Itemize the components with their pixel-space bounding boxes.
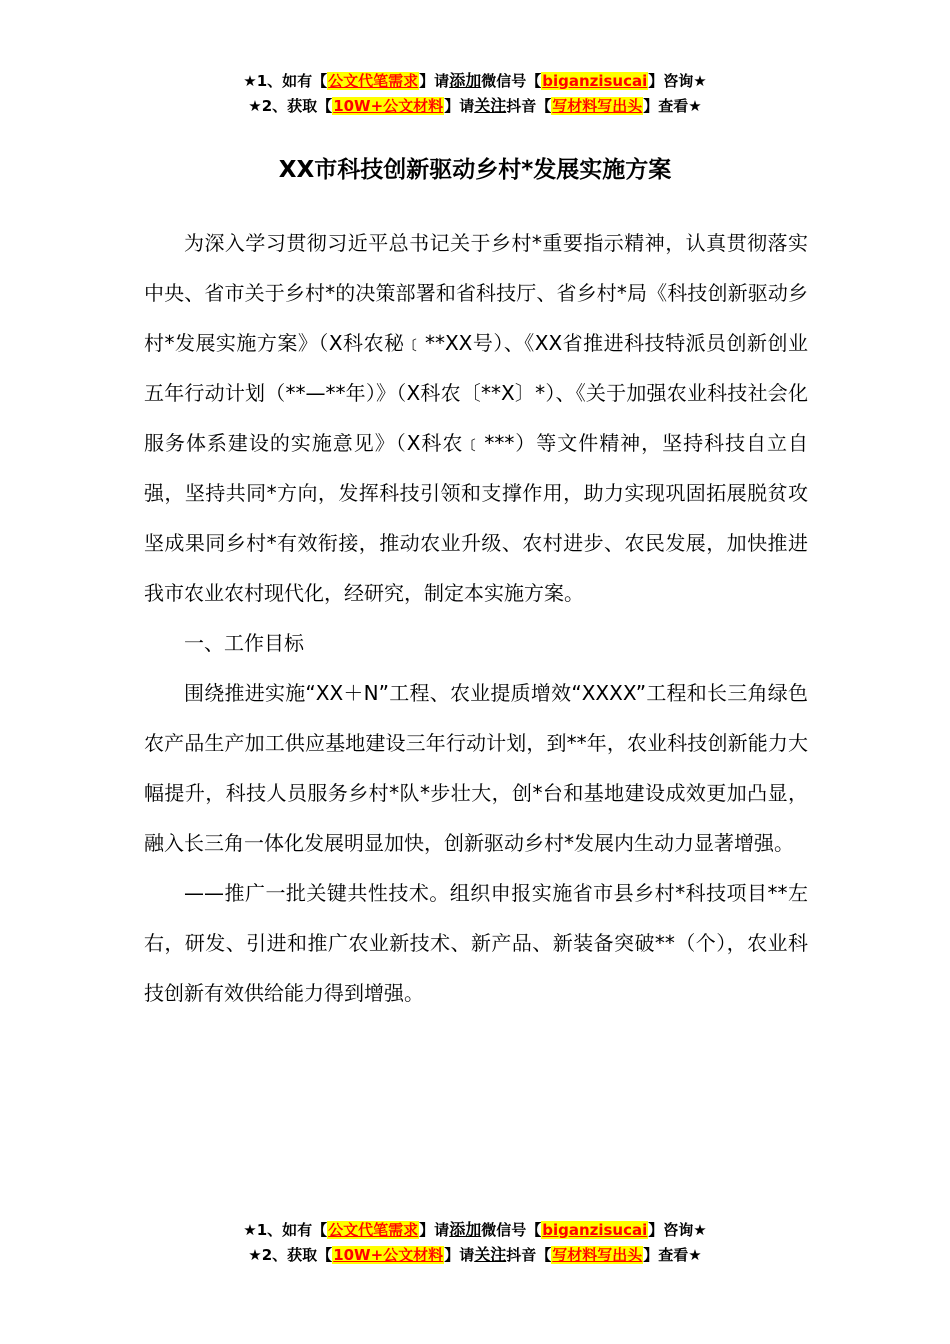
banner-text: 抖音【: [506, 97, 552, 115]
banner-emphasis: 关注: [474, 1245, 507, 1264]
banner-line-1: [0, 1217, 950, 1242]
banner-text: ★2、获取【: [248, 97, 333, 115]
banner-text: 抖音【: [506, 1246, 552, 1264]
paragraph-intro: 为深入学习贯彻习近平总书记关于乡村*重要指示精神，认真贯彻落实中央、省市关于乡村*的决策部署和省科技厅、省乡村*局《科技创新驱动乡村*发展实施方案》（X科农秘﹝**XX号）、《XX省推进科技特派员创新创业五年行动计划（**—**年）》（X科农〔**X〕*）、《关于加强农业科技社会化服务体系建设的实施意见》（X科农﹝***）等文件精神，坚持科技自立自强，坚持共同*方向，发挥科技引领和支撑作用，助力实现巩固拓展脱贫攻坚成果同乡村*有效衔接，推动农业升级、农村进步、农民发展，加快推进我市农业农村现代化，经研究，制定本实施方案。: [144, 231, 808, 605]
banner-text: 微信号【: [481, 1221, 542, 1239]
highlight-douyin: 写材料写出头: [552, 97, 643, 115]
banner-line-1: [0, 68, 950, 93]
highlight-wechat-id: biganzisucai: [542, 72, 648, 90]
banner-text: 】咨询★: [648, 72, 707, 90]
banner-line-2: [0, 93, 950, 118]
highlight-wechat-id: biganzisucai: [542, 1221, 648, 1239]
banner-line-2: [0, 1242, 950, 1267]
banner-text: 】请: [444, 97, 475, 115]
section-heading: 一、工作目标: [184, 631, 304, 655]
highlight-materials: 10W+公文材料: [333, 1246, 444, 1264]
banner-text: 微信号【: [481, 72, 542, 90]
banner-text: 】查看★: [643, 97, 702, 115]
banner-text: ★1、如有【: [243, 1221, 328, 1239]
document-body: [144, 218, 808, 1018]
banner-text: 】咨询★: [648, 1221, 707, 1239]
document-title: XX市科技创新驱动乡村*发展实施方案: [278, 157, 672, 183]
bottom-banner: [0, 1217, 950, 1267]
banner-text: 】查看★: [643, 1246, 702, 1264]
banner-text: ★1、如有【: [243, 72, 328, 90]
paragraph-goals: 围绕推进实施“XX＋N”工程、农业提质增效“XXXX”工程和长三角绿色农产品生产加工供应基地建设三年行动计划，到**年，农业科技创新能力大幅提升，科技人员服务乡村*队*步壮大，创*台和基地建设成效更加凸显，融入长三角一体化发展明显加快，创新驱动乡村*发展内生动力显著增强。: [144, 681, 808, 855]
banner-text: 】请: [419, 1221, 450, 1239]
banner-emphasis: 添加: [449, 71, 482, 90]
highlight-douyin: 写材料写出头: [552, 1246, 643, 1264]
banner-text: 】请: [419, 72, 450, 90]
banner-text: 】请: [444, 1246, 475, 1264]
top-banner: [0, 68, 950, 118]
banner-emphasis: 添加: [449, 1220, 482, 1239]
highlight-service: 公文代笔需求: [328, 72, 419, 90]
banner-emphasis: 关注: [474, 96, 507, 115]
banner-text: ★2、获取【: [248, 1246, 333, 1264]
highlight-service: 公文代笔需求: [328, 1221, 419, 1239]
highlight-materials: 10W+公文材料: [333, 97, 444, 115]
paragraph-key-tech: ——推广一批关键共性技术。组织申报实施省市县乡村*科技项目**左右，研发、引进和推广农业新技术、新产品、新装备突破**（个），农业科技创新有效供给能力得到增强。: [144, 881, 808, 1005]
